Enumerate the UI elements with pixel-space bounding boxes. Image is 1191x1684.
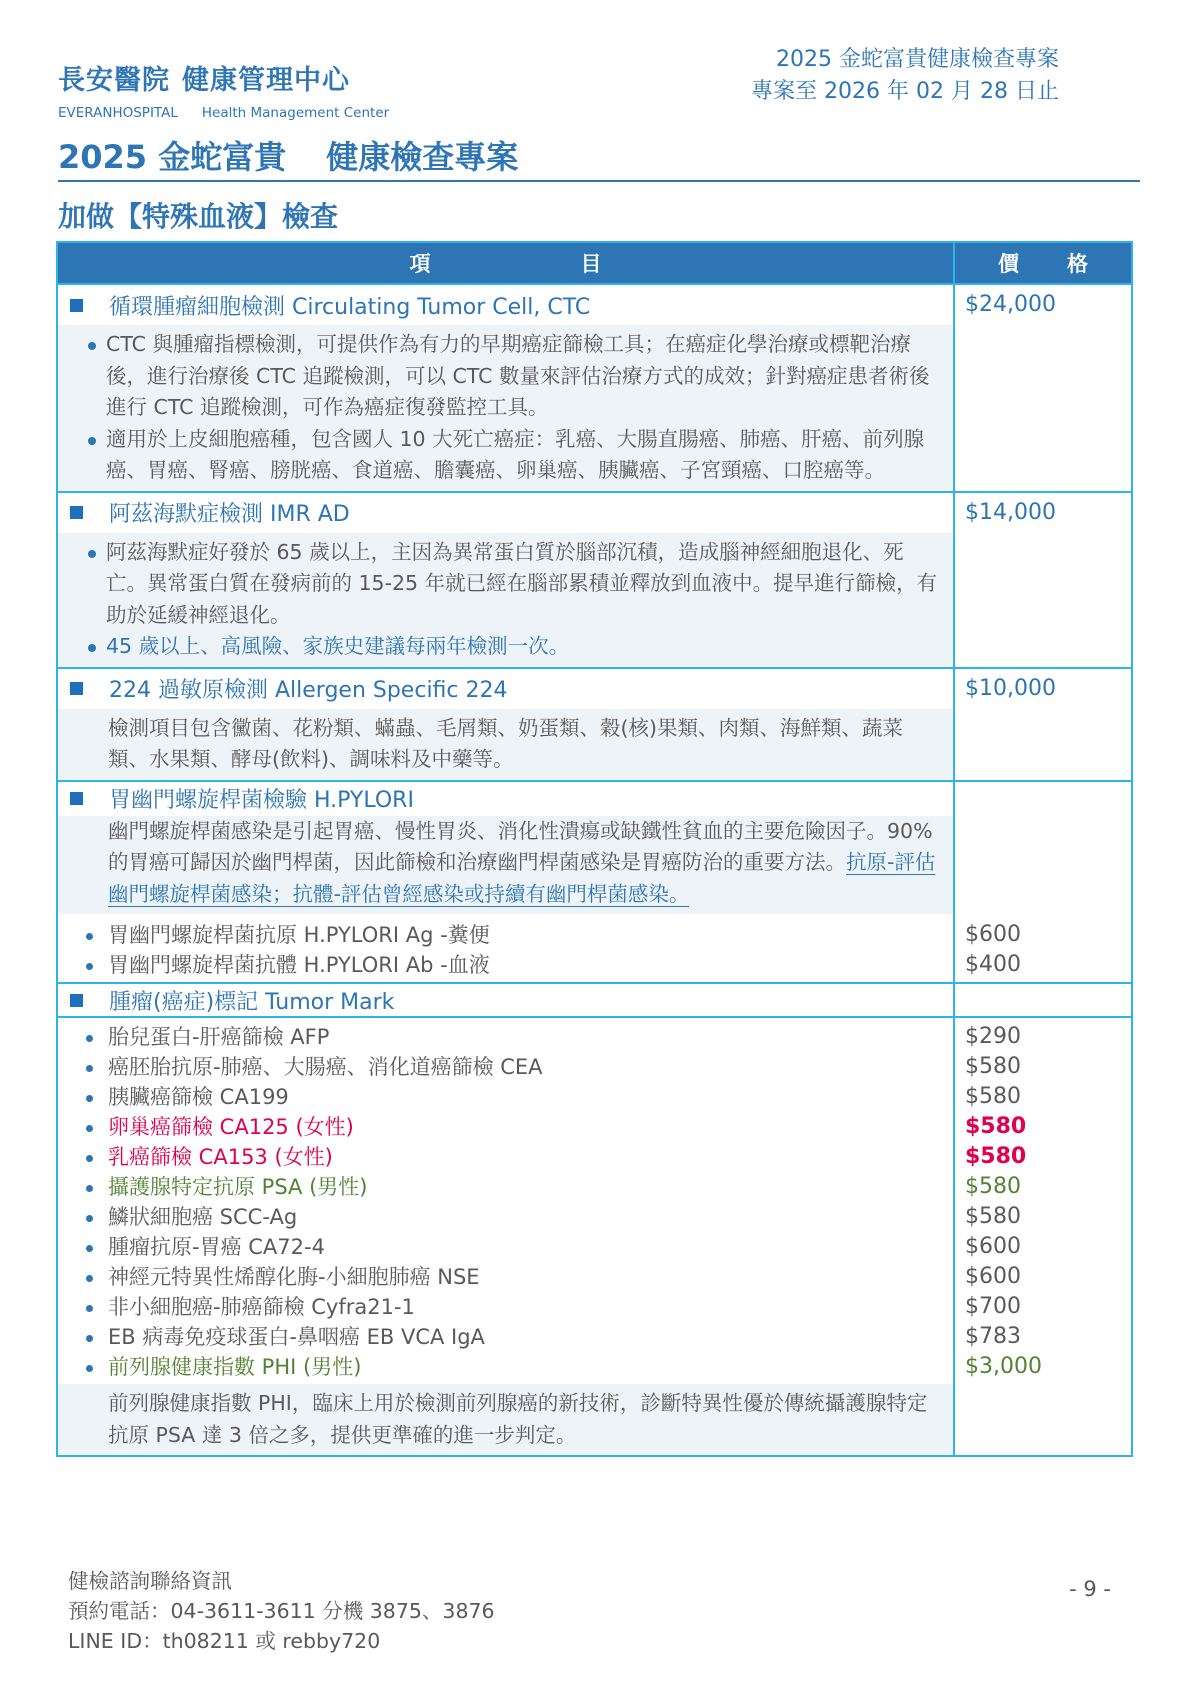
sub-item-price: $600 xyxy=(965,922,1021,947)
item-title xyxy=(58,782,953,816)
square-bullet-icon xyxy=(70,792,83,805)
item-title-text: 224 過敏原檢測 Allergen Specific 224 xyxy=(109,678,508,703)
page-title-part1: 2025 金蛇富貴 xyxy=(58,138,287,176)
description-highlight: 抗原-評估幽門螺旋桿菌感染；抗體-評估曾經感染或持續有幽門桿菌感染。 xyxy=(108,850,936,906)
price-ebv: $783 xyxy=(965,1324,1021,1349)
sub-item-ca153: 乳癌篩檢 CA153 (女性) xyxy=(86,1142,953,1172)
sub-item: 胃幽門螺旋桿菌抗體 H.PYLORI Ab -血液 xyxy=(86,950,953,980)
phi-note: 前列腺健康指數 PHI，臨床上用於檢測前列腺癌的新技術，診斷特異性優於傳統攝護腺特定抗原 PSA 達 3 倍之多，提供更準確的進一步判定。 xyxy=(58,1384,953,1455)
sub-item: 胃幽門螺旋桿菌抗原 H.PYLORI Ag -糞便 xyxy=(86,920,953,950)
item-title xyxy=(58,493,953,533)
square-bullet-icon xyxy=(70,994,83,1007)
price-psa: $580 xyxy=(965,1174,1021,1199)
price-scc: $580 xyxy=(965,1204,1021,1229)
hospital-name-en: EVERANHOSPITAL xyxy=(58,105,178,121)
table-row-allergen xyxy=(58,667,1131,780)
price-ca125: $580 xyxy=(965,1114,1027,1139)
table-row-tumor-mark-title xyxy=(58,982,1131,1016)
item-title-text: 腫瘤(癌症)標記 Tumor Mark xyxy=(109,989,395,1015)
item-description: 檢測項目包含黴菌、花粉類、蟎蟲、毛屑類、奶蛋類、穀(核)果類、肉類、海鮮類、蔬菜類、水果類、酵母(飲料)、調味料及中藥等。 xyxy=(58,709,953,780)
sub-item-ebv: EB 病毒免疫球蛋白-鼻咽癌 EB VCA IgA xyxy=(86,1322,953,1352)
center-name: 健康管理中心 xyxy=(182,65,350,96)
project-deadline: 專案至 2026 年 02 月 28 日止 xyxy=(751,79,1059,104)
column-header-price xyxy=(955,243,1131,283)
section-heading: 加做【特殊血液】檢查 xyxy=(58,200,339,233)
item-description xyxy=(58,816,953,915)
center-name-en: Health Management Center xyxy=(201,105,390,121)
price-cyfra: $700 xyxy=(965,1294,1021,1319)
price-nse: $600 xyxy=(965,1264,1021,1289)
square-bullet-icon xyxy=(70,506,83,519)
project-name: 2025 金蛇富貴健康檢查專案 xyxy=(776,47,1059,72)
sub-item-psa: 攝護腺特定抗原 PSA (男性) xyxy=(86,1172,953,1202)
contact-heading: 健檢諮詢聯絡資訊 xyxy=(68,1569,232,1593)
page-number: - 9 - xyxy=(1069,1577,1111,1601)
project-info xyxy=(659,44,1059,108)
price-afp: $290 xyxy=(965,1024,1021,1049)
item-title xyxy=(58,285,953,325)
price-table xyxy=(56,241,1133,1457)
contact-info xyxy=(68,1566,495,1656)
column-header-item-char1: 項 xyxy=(409,252,431,276)
sub-item-afp: 胎兒蛋白-肝癌篩檢 AFP xyxy=(86,1022,953,1052)
item-price: $14,000 xyxy=(965,499,1056,525)
column-header-price-char1: 價 xyxy=(998,252,1019,276)
column-header-item xyxy=(58,243,955,283)
sub-item-ca72-4: 腫瘤抗原-胃癌 CA72-4 xyxy=(86,1232,953,1262)
item-title xyxy=(58,669,953,709)
item-title-text: 循環腫瘤細胞檢測 Circulating Tumor Cell, CTC xyxy=(109,294,591,320)
square-bullet-icon xyxy=(70,682,83,695)
price-ca199: $580 xyxy=(965,1084,1021,1109)
square-bullet-icon xyxy=(70,299,83,312)
sub-item-cea: 癌胚胎抗原-肺癌、大腸癌、消化道癌篩檢 CEA xyxy=(86,1052,953,1082)
sub-item-phi: 前列腺健康指數 PHI (男性) xyxy=(86,1352,953,1382)
description-text: 幽門螺旋桿菌感染是引起胃癌、慢性胃炎、消化性潰瘍或缺鐵性貧血的主要危險因子。90% 的胃癌可歸因於幽門桿菌，因此篩檢和治療幽門桿菌感染是胃癌防治的重要方法。 xyxy=(108,818,933,874)
hospital-brand xyxy=(58,58,389,121)
item-title-text: 阿茲海默症檢測 IMR AD xyxy=(109,502,350,527)
contact-phone: 預約電話：04-3611-3611 分機 3875、3876 xyxy=(68,1599,495,1623)
price-ca153: $580 xyxy=(965,1144,1027,1169)
description-bullet: 適用於上皮細胞癌種，包含國人 10 大死亡癌症：乳癌、大腸直腸癌、肺癌、肝癌、前列腺癌、胃癌、腎癌、膀胱癌、食道癌、膽囊癌、卵巢癌、胰臟癌、子宮頸癌、口腔癌等。 xyxy=(86,424,941,487)
sub-item-ca125: 卵巢癌篩檢 CA125 (女性) xyxy=(86,1112,953,1142)
table-row-tumor-mark-items xyxy=(58,1016,1131,1455)
sub-item-cyfra: 非小細胞癌-肺癌篩檢 Cyfra21-1 xyxy=(86,1292,953,1322)
price-phi: $3,000 xyxy=(965,1354,1042,1379)
column-header-item-char2: 目 xyxy=(580,252,602,276)
sub-item-list xyxy=(58,1018,953,1384)
table-row-h-pylori xyxy=(58,780,1131,983)
description-bullet-recommendation: 45 歲以上、高風險、家族史建議每兩年檢測一次。 xyxy=(86,631,941,663)
hospital-name: 長安醫院 xyxy=(58,65,170,96)
item-description xyxy=(58,325,953,491)
column-header-price-char2: 格 xyxy=(1067,252,1088,276)
table-row-imr-ad xyxy=(58,491,1131,667)
item-title xyxy=(58,984,953,1016)
sub-item-nse: 神經元特異性烯醇化脢-小細胞肺癌 NSE xyxy=(86,1262,953,1292)
item-price: $10,000 xyxy=(965,675,1056,701)
contact-line-id: LINE ID：th08211 或 rebby720 xyxy=(68,1629,381,1653)
brand-english xyxy=(58,105,389,121)
page-title-part2: 健康檢查專案 xyxy=(326,138,519,176)
sub-item-price: $400 xyxy=(965,952,1021,977)
description-bullet: 阿茲海默症好發於 65 歲以上，主因為異常蛋白質於腦部沉積，造成腦神經細胞退化、死亡。異常蛋白質在發病前的 15-25 年就已經在腦部累積並釋放到血液中。提早進行篩檢，有助於延緩神經退化。 xyxy=(86,537,941,632)
sub-item-list xyxy=(58,914,953,982)
price-cea: $580 xyxy=(965,1054,1021,1079)
item-description xyxy=(58,533,953,667)
table-header xyxy=(58,243,1131,283)
description-bullet: CTC 與腫瘤指標檢測，可提供作為有力的早期癌症篩檢工具；在癌症化學治療或標靶治療後，進行治療後 CTC 追蹤檢測，可以 CTC 數量來評估治療方式的成效；針對癌症患者術後進行 CTC 追蹤檢測，可作為癌症復發監控工具。 xyxy=(86,329,941,424)
brand-chinese xyxy=(58,58,389,97)
item-price: $24,000 xyxy=(965,292,1056,317)
price-ca72-4: $600 xyxy=(965,1234,1021,1259)
table-row-ctc xyxy=(58,283,1131,491)
sub-item-ca199: 胰臟癌篩檢 CA199 xyxy=(86,1082,953,1112)
page-title xyxy=(58,132,1140,182)
item-title-text: 胃幽門螺旋桿菌檢驗 H.PYLORI xyxy=(109,788,414,813)
sub-item-scc: 鱗狀細胞癌 SCC-Ag xyxy=(86,1202,953,1232)
